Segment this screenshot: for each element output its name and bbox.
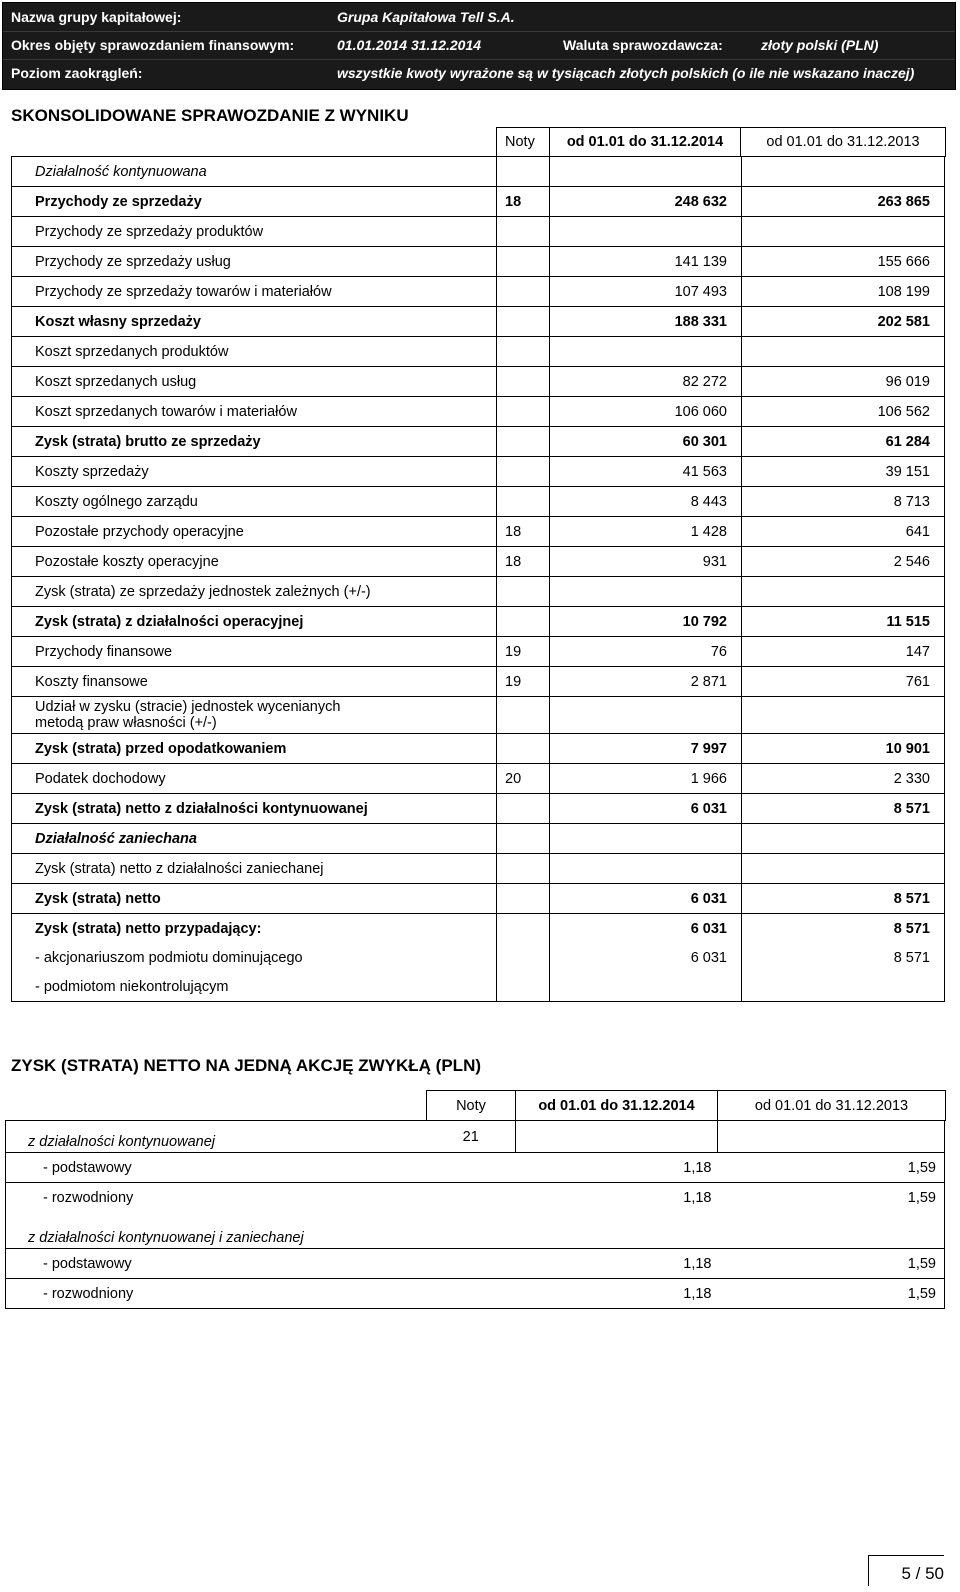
- statement-row: [12, 697, 945, 734]
- statement-title: SKONSOLIDOWANE SPRAWOZDANIE Z WYNIKU: [11, 106, 409, 125]
- row-value-2013: 10 901: [742, 734, 945, 764]
- statement-row: [12, 367, 945, 397]
- statement-row: [12, 547, 945, 577]
- statement-row: [12, 972, 945, 1002]
- statement-row: [12, 397, 945, 427]
- eps-row-value-2013: 1,59: [718, 1153, 945, 1183]
- eps-row-value-2014: 1,18: [516, 1279, 718, 1309]
- row-value-2014: 1 428: [550, 517, 742, 547]
- row-value-2013: 2 330: [742, 764, 945, 794]
- row-value-2013: [742, 972, 945, 1002]
- row-value-2014: 6 031: [550, 943, 742, 972]
- income-statement-table: [11, 156, 945, 1002]
- row-value-2014: 6 031: [550, 794, 742, 824]
- row-value-2013: 8 571: [742, 884, 945, 914]
- eps-title: ZYSK (STRATA) NETTO NA JEDNĄ AKCJĘ ZWYKŁĄ (PLN): [11, 1056, 482, 1075]
- row-note: [497, 397, 550, 427]
- row-label: [12, 697, 497, 734]
- eps-row-value-2013: [718, 1212, 945, 1249]
- statement-row: [12, 884, 945, 914]
- row-value-2013: 8 571: [893, 949, 930, 966]
- statement-row: [12, 637, 945, 667]
- eps-row: [6, 1153, 945, 1183]
- row-value-2014: [550, 577, 742, 607]
- row-value-2013: 8 571: [742, 794, 945, 824]
- report-header: [2, 2, 956, 90]
- row-label: Przychody ze sprzedaży towarów i materiałów: [12, 277, 497, 307]
- eps-row-note: [427, 1153, 516, 1183]
- row-label: Koszty sprzedaży: [12, 457, 497, 487]
- row-label: Koszt sprzedanych produktów: [12, 337, 497, 367]
- row-label: Zysk (strata) przed opodatkowaniem: [12, 734, 497, 764]
- eps-row-value-2014: [516, 1212, 718, 1249]
- row-value-2014: 82 272: [550, 367, 742, 397]
- statement-row: [12, 794, 945, 824]
- row-value-2014: 188 331: [550, 307, 742, 337]
- row-value-2014: [550, 697, 742, 734]
- row-value-2013: [742, 824, 945, 854]
- row-value-2014: 10 792: [550, 607, 742, 637]
- row-value-2014: 6 031: [550, 884, 742, 914]
- row-value-2014: 2 871: [550, 667, 742, 697]
- eps-row-value-2013: 1,59: [718, 1279, 945, 1309]
- row-label: Zysk (strata) netto przypadający:: [12, 914, 497, 944]
- statement-column-headers: [496, 127, 946, 157]
- row-value-2014: [550, 972, 742, 1002]
- row-note: [497, 854, 550, 884]
- row-value-2014: [550, 217, 742, 247]
- row-label: Zysk (strata) z działalności operacyjnej: [12, 607, 497, 637]
- row-note: [497, 914, 550, 944]
- row-label: Zysk (strata) netto z działalności zaniechanej: [12, 854, 497, 884]
- row-note: 20: [497, 764, 550, 794]
- page-number: 5 / 50: [868, 1555, 944, 1586]
- eps-row-label: - rozwodniony: [6, 1183, 427, 1213]
- statement-row: [12, 734, 945, 764]
- col-2014-header: od 01.01 do 31.12.2014: [549, 128, 741, 157]
- row-label: Koszt własny sprzedaży: [12, 307, 497, 337]
- row-label: Koszty finansowe: [12, 667, 497, 697]
- row-value-2013: [742, 697, 945, 734]
- row-value-2013: 39 151: [742, 457, 945, 487]
- row-note: [497, 277, 550, 307]
- row-value-2013: 96 019: [742, 367, 945, 397]
- row-value-2014: 6 031: [550, 914, 742, 944]
- eps-row: [6, 1212, 945, 1249]
- row-value-2014: 106 060: [550, 397, 742, 427]
- row-label: Zysk (strata) netto z działalności kontynuowanej: [12, 794, 497, 824]
- row-label-line1: Udział w zysku (stracie) jednostek wycenianych: [35, 699, 341, 715]
- row-value-2014: [550, 854, 742, 884]
- row-value-2013: [742, 217, 945, 247]
- eps-table: [5, 1120, 945, 1309]
- eps-row-note: 21: [462, 1128, 479, 1145]
- row-note: [497, 607, 550, 637]
- eps-col-notes-header: Noty: [456, 1098, 486, 1114]
- row-label: Pozostałe przychody operacyjne: [12, 517, 497, 547]
- eps-row-value-2013: [718, 1121, 945, 1153]
- row-value-2014: 1 966: [550, 764, 742, 794]
- row-label: Przychody ze sprzedaży produktów: [12, 217, 497, 247]
- row-label: Działalność kontynuowana: [35, 163, 207, 180]
- row-value-2013: 2 546: [742, 547, 945, 577]
- statement-row: [12, 824, 945, 854]
- eps-col-2014-header: od 01.01 do 31.12.2014: [515, 1091, 718, 1121]
- period-value: 01.01.2014 31.12.2014: [337, 37, 482, 53]
- eps-row: [6, 1249, 945, 1279]
- row-note: [497, 367, 550, 397]
- row-note: [497, 697, 550, 734]
- row-value-2013: 147: [742, 637, 945, 667]
- row-note: [497, 824, 550, 854]
- currency-value: złoty polski (PLN): [761, 37, 879, 53]
- eps-row-label: - rozwodniony: [6, 1279, 427, 1309]
- row-value-2014: 141 139: [550, 247, 742, 277]
- statement-row: [12, 277, 945, 307]
- row-value-2014: [550, 824, 742, 854]
- eps-row-note: [427, 1279, 516, 1309]
- rounding-value: wszystkie kwoty wyrażone są w tysiącach złotych polskich (o ile nie wskazano inaczej): [337, 65, 915, 81]
- row-value-2013: 202 581: [742, 307, 945, 337]
- statement-row: [12, 157, 945, 187]
- col-2013-header: od 01.01 do 31.12.2013: [766, 134, 920, 150]
- eps-row-value-2014: 1,18: [516, 1249, 718, 1279]
- currency-label: Waluta sprawozdawcza:: [563, 37, 723, 53]
- row-label: Koszt sprzedanych towarów i materiałów: [12, 397, 497, 427]
- statement-row: [12, 187, 945, 217]
- row-note: [497, 794, 550, 824]
- row-value-2013: 155 666: [742, 247, 945, 277]
- statement-row: [12, 764, 945, 794]
- eps-row-note: [427, 1183, 516, 1213]
- statement-row: [12, 427, 945, 457]
- row-label: - akcjonariuszom podmiotu dominującego: [35, 949, 303, 966]
- eps-row-label: z działalności kontynuowanej i zaniechanej: [28, 1230, 304, 1246]
- row-value-2013: [742, 577, 945, 607]
- statement-row: [12, 943, 945, 972]
- row-value-2013: [742, 854, 945, 884]
- row-note: [497, 457, 550, 487]
- eps-column-headers: [426, 1090, 946, 1121]
- row-note: [497, 307, 550, 337]
- statement-row: [12, 217, 945, 247]
- row-note: [497, 943, 550, 972]
- row-value-2013: 263 865: [742, 187, 945, 217]
- row-note: [497, 487, 550, 517]
- statement-row: [12, 247, 945, 277]
- eps-row-value-2014: [516, 1121, 718, 1153]
- row-value-2013: 11 515: [742, 607, 945, 637]
- row-value-2013: [742, 157, 945, 187]
- row-value-2014: 248 632: [550, 187, 742, 217]
- row-value-2013: 761: [742, 667, 945, 697]
- eps-row-value-2013: 1,59: [718, 1183, 945, 1213]
- eps-row-value-2013: 1,59: [718, 1249, 945, 1279]
- row-label: Podatek dochodowy: [12, 764, 497, 794]
- row-value-2013: 106 562: [742, 397, 945, 427]
- eps-row-value-2014: 1,18: [516, 1153, 718, 1183]
- statement-row: [12, 487, 945, 517]
- row-value-2014: 8 443: [550, 487, 742, 517]
- row-label: Pozostałe koszty operacyjne: [12, 547, 497, 577]
- statement-row: [12, 914, 945, 944]
- row-note: 18: [497, 187, 550, 217]
- eps-row-label: - podstawowy: [6, 1153, 427, 1183]
- eps-row: [6, 1279, 945, 1309]
- row-value-2013: 8 571: [742, 914, 945, 944]
- row-label: Koszty ogólnego zarządu: [12, 487, 497, 517]
- row-note: 18: [497, 547, 550, 577]
- row-note: [497, 577, 550, 607]
- statement-row: [12, 607, 945, 637]
- row-label: Działalność zaniechana: [12, 824, 497, 854]
- statement-row: [12, 457, 945, 487]
- eps-row-value-2014: 1,18: [516, 1183, 718, 1213]
- statement-row: [12, 337, 945, 367]
- eps-row-label: z działalności kontynuowanej: [28, 1134, 215, 1150]
- row-value-2013: 108 199: [742, 277, 945, 307]
- row-note: [497, 217, 550, 247]
- row-label: Przychody finansowe: [12, 637, 497, 667]
- row-value-2013: [742, 337, 945, 367]
- statement-row: [12, 307, 945, 337]
- row-value-2014: 60 301: [550, 427, 742, 457]
- group-value: Grupa Kapitałowa Tell S.A.: [337, 9, 515, 25]
- eps-row-note: [427, 1212, 516, 1249]
- statement-row: [12, 517, 945, 547]
- eps-row-note: [427, 1249, 516, 1279]
- row-label: Koszt sprzedanych usług: [12, 367, 497, 397]
- row-note: [497, 427, 550, 457]
- row-value-2014: 7 997: [550, 734, 742, 764]
- row-note: [497, 884, 550, 914]
- eps-col-2013-header: od 01.01 do 31.12.2013: [754, 1098, 909, 1114]
- row-label: Zysk (strata) netto: [12, 884, 497, 914]
- statement-row: [12, 577, 945, 607]
- row-value-2014: 931: [550, 547, 742, 577]
- row-value-2013: 61 284: [742, 427, 945, 457]
- row-value-2013: 8 713: [742, 487, 945, 517]
- row-note: [497, 247, 550, 277]
- row-value-2014: [550, 157, 742, 187]
- row-value-2014: 76: [550, 637, 742, 667]
- rounding-label: Poziom zaokrągleń:: [11, 65, 143, 81]
- row-note: [497, 972, 550, 1002]
- row-value-2013: 641: [742, 517, 945, 547]
- row-note: [497, 734, 550, 764]
- eps-row-label: - podstawowy: [6, 1249, 427, 1279]
- row-label: Zysk (strata) brutto ze sprzedaży: [12, 427, 497, 457]
- period-label: Okres objęty sprawozdaniem finansowym:: [11, 37, 295, 53]
- eps-row: [6, 1121, 945, 1153]
- row-label: Przychody ze sprzedaży: [12, 187, 497, 217]
- row-note: [497, 337, 550, 367]
- row-label-line2: metodą praw własności (+/-): [35, 715, 217, 731]
- row-value-2014: 41 563: [550, 457, 742, 487]
- row-note: 18: [497, 517, 550, 547]
- col-notes-header: Noty: [505, 134, 535, 150]
- statement-row: [12, 854, 945, 884]
- row-value-2014: [550, 337, 742, 367]
- row-label: Przychody ze sprzedaży usług: [12, 247, 497, 277]
- row-note: [497, 157, 550, 187]
- row-label: - podmiotom niekontrolującym: [35, 978, 229, 995]
- row-value-2014: 107 493: [550, 277, 742, 307]
- row-note: 19: [497, 637, 550, 667]
- row-label: Zysk (strata) ze sprzedaży jednostek zależnych (+/-): [12, 577, 497, 607]
- group-label: Nazwa grupy kapitałowej:: [11, 9, 182, 25]
- row-note: 19: [497, 667, 550, 697]
- statement-row: [12, 667, 945, 697]
- eps-row: [6, 1183, 945, 1213]
